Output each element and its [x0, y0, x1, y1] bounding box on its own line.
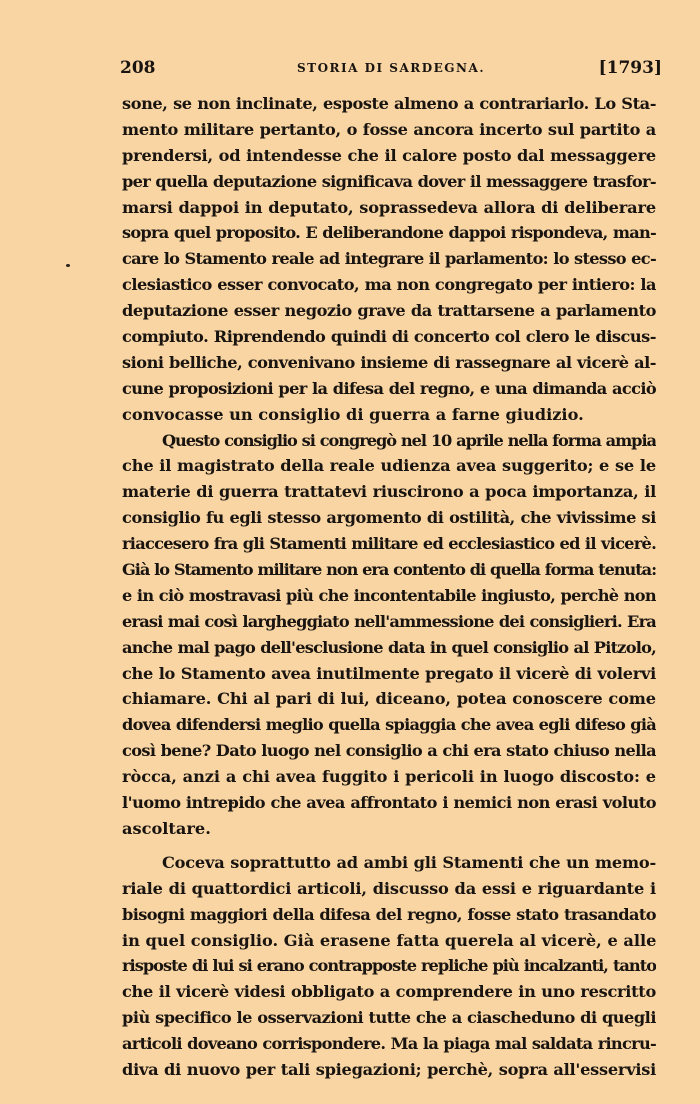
text-line: riaccesero fra gli Stamenti militare ed ecclesiastico ed il vicerè.	[122, 534, 656, 554]
text-line: così bene? Dato luogo nel consiglio a chi era stato chiuso nella	[122, 741, 656, 761]
scan-watermark	[500, 1086, 600, 1104]
year-marker: [1793]	[598, 58, 662, 78]
text-line: ròcca, anzi a chi avea fuggito i pericoli in luogo discosto: e	[122, 767, 656, 787]
text-line: convocasse un consiglio di guerra a farne giudizio.	[122, 404, 584, 424]
text-line: sone, se non inclinate, esposte almeno a contrariarlo. Lo Sta-	[122, 94, 656, 113]
running-header	[120, 58, 662, 84]
running-title: STORIA DI SARDEGNA.	[296, 61, 486, 75]
text-line: che il vicerè videsi obbligato a comprendere in uno rescritto	[122, 982, 656, 1002]
margin-mark	[66, 264, 70, 267]
text-line: sioni belliche, convenivano insieme di rassegnare al vicerè al-	[122, 352, 656, 372]
text-line: l'uomo intrepido che avea affrontato i nemici non erasi voluto	[122, 793, 656, 813]
text-line: chiamare. Chi al pari di lui, diceano, potea conoscere come	[122, 689, 656, 709]
text-line: Questo consiglio si congregò nel 10 aprile nella forma ampia	[162, 430, 656, 450]
text-line: marsi dappoi in deputato, soprassedeva allora di deliberare	[122, 197, 656, 217]
text-line: e in ciò mostravasi più che incontentabile ingiusto, perchè non	[122, 585, 656, 605]
text-line: prendersi, od intendesse che il calore posto dal messaggere	[122, 145, 656, 165]
text-line: che il magistrato della reale udienza avea suggerito; e se le	[122, 456, 656, 476]
text-line: cune proposizioni per la difesa del regno, e una dimanda acciò	[122, 378, 656, 398]
text-line: Coceva soprattutto ad ambi gli Stamenti che un memo-	[162, 852, 656, 872]
text-line: dovea difendersi meglio quella spiaggia che avea egli difeso già	[122, 715, 656, 735]
text-line: sopra quel proposito. E deliberandone dappoi rispondeva, man-	[122, 223, 656, 243]
text-line: care lo Stamento reale ad integrare il parlamento: lo stesso ec-	[122, 249, 656, 269]
text-line: consiglio fu egli stesso argomento di ostilità, che vivissime si	[122, 508, 656, 528]
text-line: riale di quattordici articoli, discusso da essi e riguardante i	[122, 878, 656, 898]
text-line: compiuto. Riprendendo quindi di concerto col clero le discus-	[122, 327, 656, 347]
text-line: che lo Stamento avea inutilmente pregato il vicerè di volervi	[122, 663, 656, 683]
text-line: più specifico le osservazioni tutte che a ciascheduno di quegli	[122, 1008, 656, 1028]
text-line: anche mal pago dell'esclusione data in quel consiglio al Pitzolo,	[122, 637, 656, 657]
text-line: per quella deputazione significava dover il messaggere trasfor-	[122, 171, 656, 191]
body-text	[122, 91, 656, 1083]
text-line: ascoltare.	[122, 818, 211, 838]
text-line: articoli doveano corrispondere. Ma la piaga mal saldata rincru-	[122, 1034, 656, 1054]
page-number: 208	[120, 58, 156, 78]
text-line: clesiastico esser convocato, ma non congregato per intiero: la	[122, 275, 656, 295]
text-line: risposte di lui si erano contrapposte repliche più incalzanti, tanto	[122, 956, 656, 976]
text-line: mento militare pertanto, o fosse ancora incerto sul partito a	[122, 119, 656, 139]
text-line: bisogni maggiori della difesa del regno, fosse stato trasandato	[122, 904, 656, 924]
text-line: materie di guerra trattatevi riuscirono a poca importanza, il	[122, 482, 656, 502]
text-line: Già lo Stamento militare non era contento di quella forma tenuta:	[122, 560, 656, 580]
text-line: in quel consiglio. Già erasene fatta querela al vicerè, e alle	[122, 930, 656, 950]
text-line: diva di nuovo per tali spiegazioni; perchè, sopra all'esservisi	[122, 1059, 656, 1079]
text-line: erasi mai così largheggiato nell'ammessione dei consiglieri. Era	[122, 611, 656, 631]
text-line: deputazione esser negozio grave da trattarsene a parlamento	[122, 301, 656, 321]
